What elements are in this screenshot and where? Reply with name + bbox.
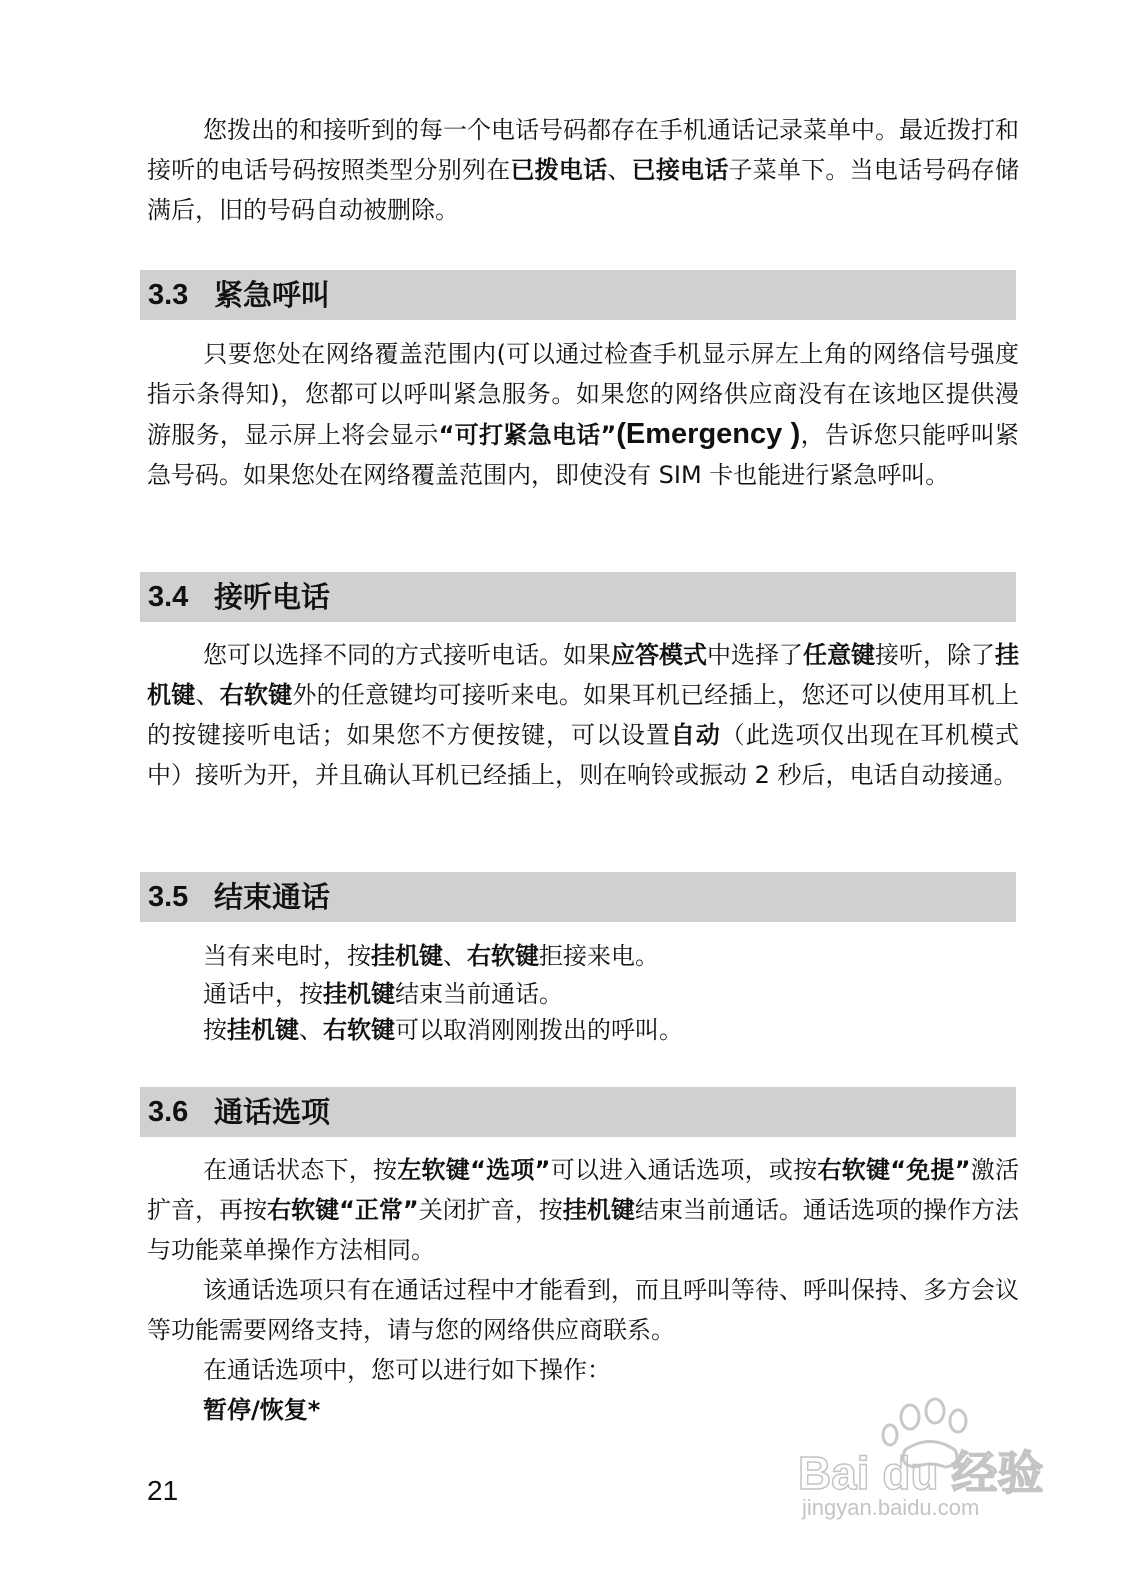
any-key-term: 任意键 xyxy=(803,641,875,669)
end-call-line-2 xyxy=(203,976,563,1012)
call-options-paragraph-1 xyxy=(147,1150,1019,1270)
answer-mode-term: 应答模式 xyxy=(611,641,707,669)
hold-resume-label: 暂停/恢复* xyxy=(203,1396,321,1424)
text: 激活扩音，再按 xyxy=(147,1156,1020,1224)
normal-term: “正常” xyxy=(339,1196,419,1224)
dialed-calls-term: 已拨电话 xyxy=(510,156,608,184)
intro-text-end: 子菜单下。当电话号码存储满后，旧的号码自动被删除。 xyxy=(147,156,1020,224)
section-heading-3-5 xyxy=(140,872,1016,922)
text: 、 xyxy=(195,681,220,709)
end-call-line-1 xyxy=(203,938,659,974)
right-soft-key-term: 右软键 xyxy=(267,1196,340,1224)
text: 在通话选项中，您可以进行如下操作： xyxy=(203,1356,611,1384)
section-number: 3.6 xyxy=(148,1096,189,1128)
section-heading-3-6 xyxy=(140,1087,1016,1137)
emergency-text: 只要您处在网络覆盖范围内(可以通过检查手机显示屏左上角的网络信号强度指示条得知)，您都可以呼叫紧急服务。如果您的网络供应商没有在该地区提供漫游服务，显示屏上将会显示 xyxy=(147,340,1019,449)
end-key-term: 挂机键 xyxy=(147,641,1019,709)
section-heading-3-3 xyxy=(140,270,1016,320)
section-heading-3-4 xyxy=(140,572,1016,622)
text: 关闭扩音，按 xyxy=(418,1196,563,1224)
received-calls-term: 已接电话 xyxy=(631,156,729,184)
end-key-term: 挂机键 xyxy=(371,942,443,970)
text: 按 xyxy=(203,1016,227,1044)
section-number: 3.3 xyxy=(148,279,189,311)
text: 拒接来电。 xyxy=(539,942,659,970)
end-key-term: 挂机键 xyxy=(562,1196,635,1224)
text: 可以取消刚刚拨出的呼叫。 xyxy=(395,1016,683,1044)
section-number: 3.4 xyxy=(148,581,189,613)
text: 通话中，按 xyxy=(203,980,323,1008)
emergency-english-text: (Emergency ) xyxy=(616,418,801,450)
text: 您可以选择不同的方式接听电话。如果 xyxy=(203,641,611,669)
emergency-display-text: “可打紧急电话” xyxy=(438,421,617,449)
watermark-brand: Bai du 经验 xyxy=(798,1447,1044,1499)
separator: 、 xyxy=(607,156,632,184)
text: 外的任意键均可接听来电。如果耳机已经插上，您还可以使用耳机上的按键接听电话；如果您不方便按键，可以设置 xyxy=(147,681,1020,749)
right-soft-key-term: 右软键 xyxy=(467,942,539,970)
text: 在通话状态下，按 xyxy=(203,1156,398,1184)
text: 接听，除了 xyxy=(875,641,995,669)
end-call-line-3 xyxy=(203,1012,683,1048)
text: 中选择了 xyxy=(707,641,803,669)
intro-paragraph xyxy=(147,110,1019,230)
end-key-term: 挂机键 xyxy=(227,1016,299,1044)
text: 可以进入通话选项，或按 xyxy=(550,1156,818,1184)
end-key-term: 挂机键 xyxy=(323,980,395,1008)
call-options-paragraph-3 xyxy=(147,1350,1019,1390)
section-title: 结束通话 xyxy=(214,880,331,914)
emergency-paragraph xyxy=(147,334,1019,495)
text: 结束当前通话。通话选项的操作方法与功能菜单操作方法相同。 xyxy=(147,1196,1020,1264)
text: （此选项仅出现在耳机模式中）接听为开，并且确认耳机已经插上，则在响铃或振动 2 秒后，电话自动接通。 xyxy=(147,721,1020,789)
left-soft-key-term: 左软键 xyxy=(397,1156,471,1184)
watermark-url: jingyan.baidu.com xyxy=(802,1495,980,1520)
baidu-jingyan-watermark xyxy=(790,1395,1060,1535)
intro-text: 您拨出的和接听到的每一个电话号码都存在手机通话记录菜单中。最近拨打和接听的电话号码按照类型分别列在 xyxy=(147,116,1019,184)
options-term: “选项” xyxy=(470,1156,551,1184)
auto-term: 自动 xyxy=(670,721,721,749)
text: 当有来电时，按 xyxy=(203,942,371,970)
answer-call-paragraph xyxy=(147,635,1019,795)
right-soft-key-term: 右软键 xyxy=(219,681,293,709)
call-options-paragraph-2 xyxy=(147,1270,1019,1350)
section-number: 3.5 xyxy=(148,881,189,913)
text: 该通话选项只有在通话过程中才能看到，而且呼叫等待、呼叫保持、多方会议等功能需要网络支持，请与您的网络供应商联系。 xyxy=(147,1276,1019,1344)
section-title: 紧急呼叫 xyxy=(214,278,331,312)
text: 、 xyxy=(299,1016,323,1044)
text: 结束当前通话。 xyxy=(395,980,563,1008)
text: 、 xyxy=(443,942,467,970)
right-soft-key-term: 右软键 xyxy=(817,1156,891,1184)
section-title: 接听电话 xyxy=(214,580,331,614)
page-number: 21 xyxy=(147,1475,179,1506)
right-soft-key-term: 右软键 xyxy=(323,1016,395,1044)
section-title: 通话选项 xyxy=(214,1095,331,1129)
handsfree-term: “免提” xyxy=(890,1156,971,1184)
emergency-text-end: ，告诉您只能呼叫紧急号码。如果您处在网络覆盖范围内，即使没有 SIM 卡也能进行紧急呼叫。 xyxy=(147,421,1020,489)
